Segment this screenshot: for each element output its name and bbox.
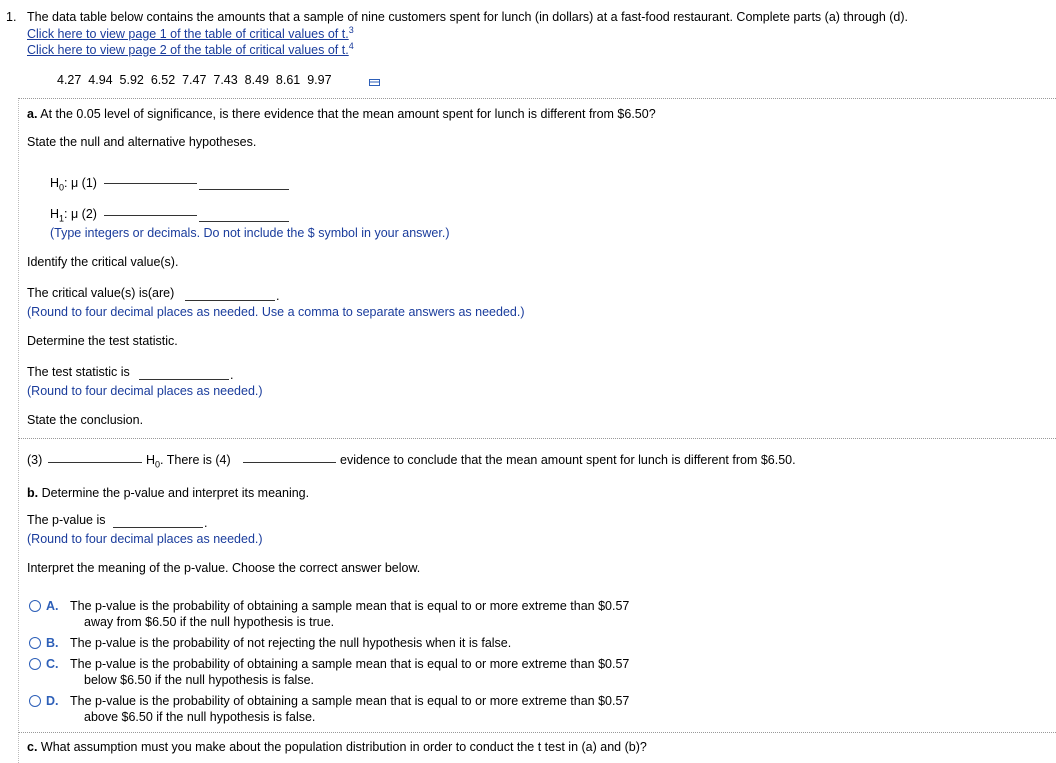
interpret-prompt: Interpret the meaning of the p-value. Choose the correct answer below. xyxy=(27,561,421,575)
test-stat-label: The test statistic is xyxy=(27,365,130,379)
conclusion-end: evidence to conclude that the mean amount spent for lunch is different from $6.50. xyxy=(340,453,796,467)
part-a-question: a. At the 0.05 level of significance, is there evidence that the mean amount spent for lunch is different from $6.50? xyxy=(27,107,656,121)
state-hypotheses: State the null and alternative hypotheses. xyxy=(27,135,257,149)
h0-label: $H_0$: μ (1) xyxy=(50,176,97,193)
h1-operator-dropdown[interactable] xyxy=(104,215,197,216)
option-a-radio[interactable] xyxy=(29,600,41,612)
problem-text: The data table below contains the amounts that a sample of nine customers spent for lunch (in dollars) at a fast-food restaurant. Complete parts (a) through (d). xyxy=(27,10,909,24)
option-d-radio[interactable] xyxy=(29,695,41,707)
option-a-letter: A. xyxy=(46,599,59,613)
conclusion-3-label: (3) xyxy=(27,453,43,467)
link2-footnote: 4 xyxy=(348,41,354,51)
pvalue-label: The p-value is xyxy=(27,513,106,527)
data-values: 4.27 4.94 5.92 6.52 7.47 7.43 8.49 8.61 9.97 xyxy=(57,73,332,87)
conclusion-reject-dropdown[interactable] xyxy=(48,462,142,463)
critical-value-input[interactable] xyxy=(185,300,275,301)
h1-value-input[interactable] xyxy=(199,221,289,222)
critical-label: The critical value(s) is(are) xyxy=(27,286,175,300)
option-a-text[interactable]: The p-value is the probability of obtaining a sample mean that is equal to or more extreme than $0.57 xyxy=(70,599,630,613)
problem-number: 1. xyxy=(6,10,17,24)
h0-operator-dropdown[interactable] xyxy=(104,183,197,184)
divider-3 xyxy=(18,732,1056,733)
table-link-1[interactable]: Click here to view page 1 of the table of critical values of t. xyxy=(27,27,349,42)
conclusion-h0: $H_0$. There is (4) xyxy=(146,453,231,470)
divider xyxy=(18,98,1056,99)
table-link-2-wrap[interactable] xyxy=(27,41,354,57)
part-b-question: b. Determine the p-value and interpret its meaning. xyxy=(27,486,310,500)
test-stat-input[interactable] xyxy=(139,379,229,380)
test-stat-hint: (Round to four decimal places as needed.) xyxy=(27,384,263,398)
option-a-text-2[interactable]: away from $6.50 if the null hypothesis is true. xyxy=(84,615,335,629)
test-stat-prompt: Determine the test statistic. xyxy=(27,334,178,348)
option-b-letter: B. xyxy=(46,636,59,650)
part-c-question: c. What assumption must you make about the population distribution in order to conduct the t test in (a) and (b)? xyxy=(27,740,647,754)
divider-2 xyxy=(18,438,1056,439)
option-b-text[interactable]: The p-value is the probability of not rejecting the null hypothesis when it is false. xyxy=(70,636,512,650)
table-link-2[interactable]: Click here to view page 2 of the table of critical values of t. xyxy=(27,43,349,58)
option-c-letter: C. xyxy=(46,657,59,671)
table-link-1-wrap[interactable] xyxy=(27,25,354,41)
h0-value-input[interactable] xyxy=(199,189,289,190)
critical-hint: (Round to four decimal places as needed. Use a comma to separate answers as needed.) xyxy=(27,305,525,319)
hypothesis-hint: (Type integers or decimals. Do not include the $ symbol in your answer.) xyxy=(50,226,450,240)
link1-footnote: 3 xyxy=(348,25,354,35)
left-rule xyxy=(18,100,19,763)
pvalue-hint: (Round to four decimal places as needed.) xyxy=(27,532,263,546)
option-c-radio[interactable] xyxy=(29,658,41,670)
option-d-text[interactable]: The p-value is the probability of obtaining a sample mean that is equal to or more extreme than $0.57 xyxy=(70,694,630,708)
option-d-letter: D. xyxy=(46,694,59,708)
h1-label: $H_1$: μ (2) xyxy=(50,207,97,224)
option-c-text-2[interactable]: below $6.50 if the null hypothesis is false. xyxy=(84,673,314,687)
critical-prompt: Identify the critical value(s). xyxy=(27,255,179,269)
option-b-radio[interactable] xyxy=(29,637,41,649)
copy-data-icon[interactable] xyxy=(369,76,380,84)
conclusion-evidence-dropdown[interactable] xyxy=(243,462,336,463)
pvalue-input[interactable] xyxy=(113,527,203,528)
option-d-text-2[interactable]: above $6.50 if the null hypothesis is false. xyxy=(84,710,316,724)
conclusion-prompt: State the conclusion. xyxy=(27,413,144,427)
option-c-text[interactable]: The p-value is the probability of obtaining a sample mean that is equal to or more extreme than $0.57 xyxy=(70,657,630,671)
